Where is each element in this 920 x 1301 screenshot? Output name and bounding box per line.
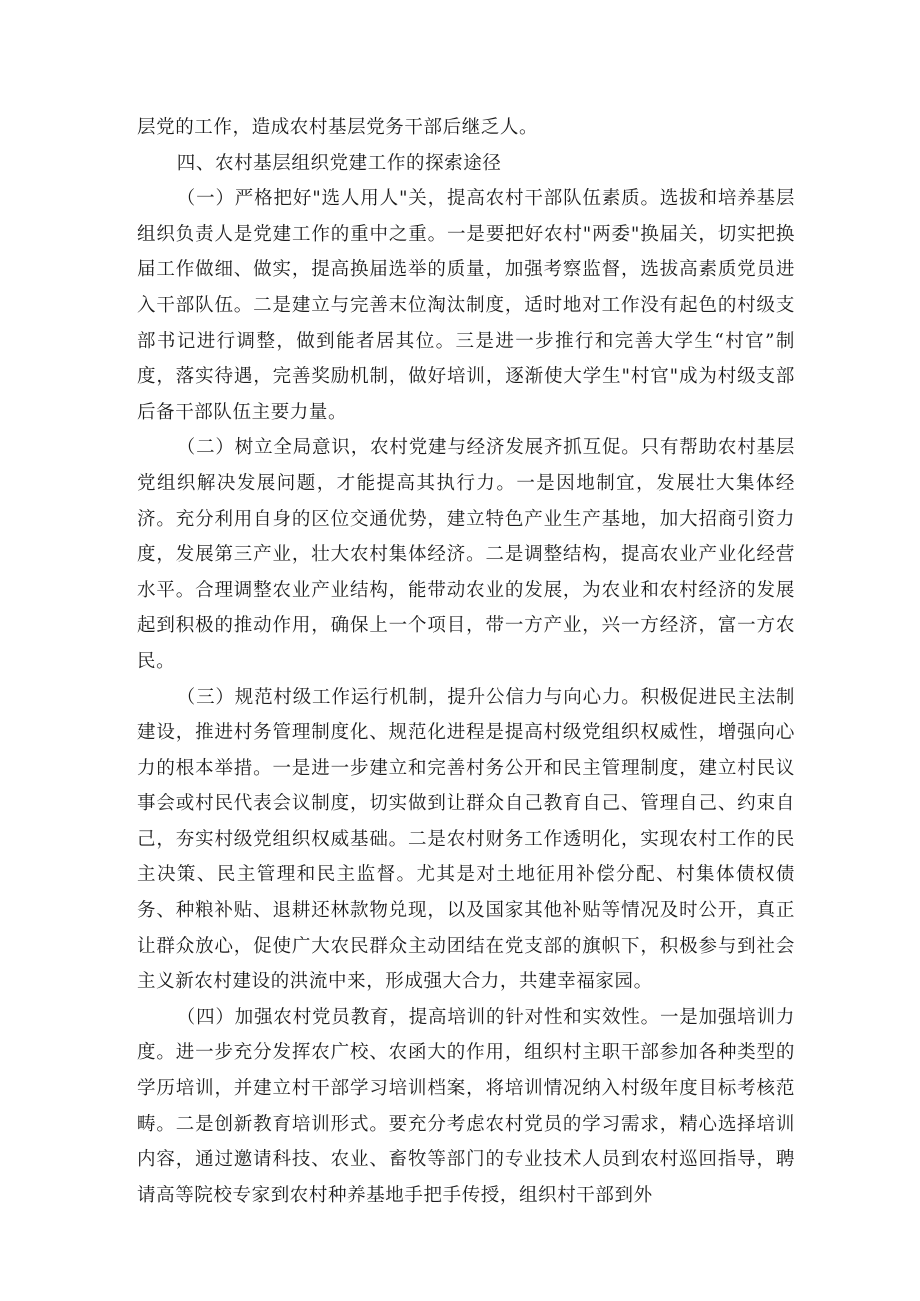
- paragraph-3: （三）规范村级工作运行机制，提升公信力与向心力。积极促进民主法制建设，推进村务管理制度化、规范化进程是提高村级党组织权威性，增强向心力的根本举措。一是进一步建立和完善村务公开和民主管理制度，建立村民议事会或村民代表会议制度，切实做到让群众自己教育自己、管理自己、约束自己，夯实村级党组织权威基础。二是农村财务工作透明化，实现农村工作的民主决策、民主管理和民主监督。尤其是对土地征用补偿分配、村集体债权债务、种粮补贴、退耕还林款物兑现，以及国家其他补贴等情况及时公开，真正让群众放心，促使广大农民群众主动团结在党支部的旗帜下，积极参与到社会主义新农村建设的洪流中来，形成强大合力，共建幸福家园。: [137, 686, 795, 993]
- document-body: [137, 110, 795, 1213]
- paragraph-1: （一）严格把好"选人用人"关，提高农村干部队伍素质。选拔和培养基层组织负责人是党建工作的重中之重。一是要把好农村"两委"换届关，切实把换届工作做细、做实，提高换届选举的质量，加强考察监督，选拔高素质党员进入干部队伍。二是建立与完善末位淘汰制度，适时地对工作没有起色的村级支部书记进行调整，做到能者居其位。三是进一步推行和完善大学生“村官”制度，落实待遇，完善奖励机制，做好培训，逐渐使大学生"村官"成为村级支部后备干部队伍主要力量。: [137, 188, 795, 423]
- paragraph-2: （二）树立全局意识，农村党建与经济发展齐抓互促。只有帮助农村基层党组织解决发展问题，才能提高其执行力。一是因地制宜，发展壮大集体经济。充分利用自身的区位交通优势，建立特色产业生产基地，加大招商引资力度，发展第三产业，壮大农村集体经济。二是调整结构，提高农业产业化经营水平。合理调整农业产业结构，能带动农业的发展，为农业和农村经济的发展起到积极的推动作用，确保上一个项目，带一方产业，兴一方经济，富一方农民。: [137, 437, 795, 672]
- paragraph-4: （四）加强农村党员教育，提高培训的针对性和实效性。一是加强培训力度。进一步充分发挥农广校、农函大的作用，组织村主职干部参加各种类型的学历培训，并建立村干部学习培训档案，将培训情况纳入村级年度目标考核范畴。二是创新教育培训形式。要充分考虑农村党员的学习需求，精心选择培训内容，通过邀请科技、农业、畜牧等部门的专业技术人员到农村巡回指导，聘请高等院校专家到农村种养基地手把手传授，组织村干部到外: [137, 1006, 795, 1206]
- section-heading: 四、农村基层组织党建工作的探索途径: [176, 152, 502, 174]
- continuation-paragraph: 层党的工作，造成农村基层党务干部后继乏人。: [137, 117, 539, 138]
